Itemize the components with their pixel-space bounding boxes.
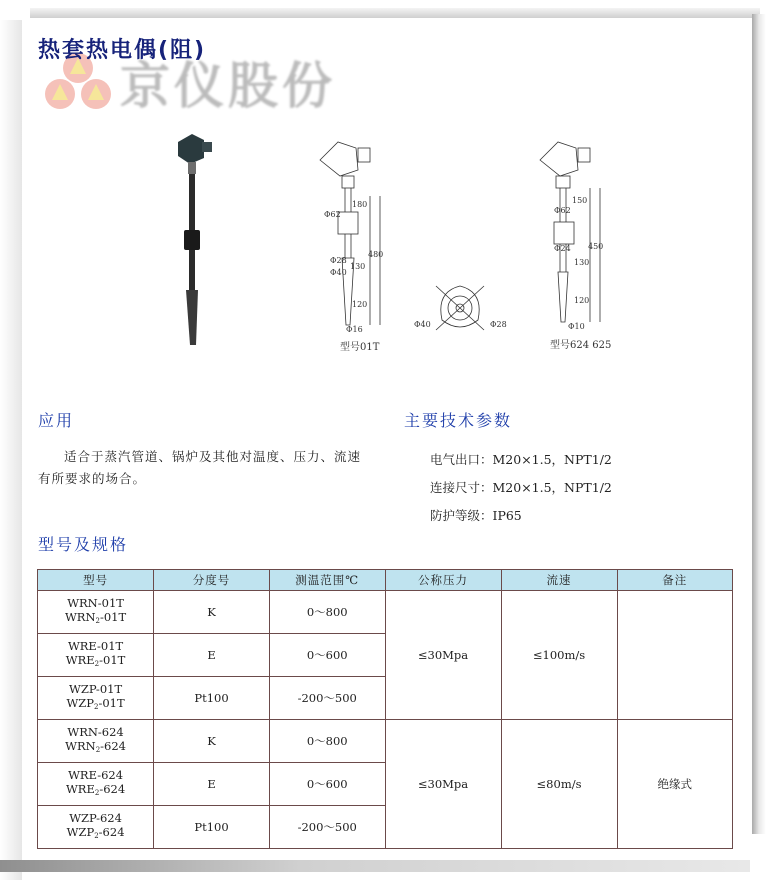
cell-model: WRE-01T $WRE_2-01T$ (38, 634, 154, 677)
dim-d10: Φ10 (568, 322, 585, 331)
cell-range: 0～600 (269, 634, 385, 677)
param-protection-rating: 防护等级：IP65 (430, 508, 522, 523)
drawing-section-view (432, 282, 488, 334)
cell-range: 0～800 (269, 720, 385, 763)
cell-range: 0～800 (269, 591, 385, 634)
cell-model: WZP-01T $WZP_2-01T$ (38, 677, 154, 720)
dim-d40: Φ40 (330, 268, 347, 277)
tech-params-list (430, 446, 612, 530)
dim-480: 480 (368, 250, 384, 259)
table-row (38, 591, 733, 634)
cell-model: WRN-624 $WRN_2-624$ (38, 720, 154, 763)
application-text: 适合于蒸汽管道、锅炉及其他对温度、压力、流速有所要求的场合。 (38, 449, 362, 486)
dim-120: 120 (352, 300, 368, 309)
col-range: 测温范围℃ (269, 570, 385, 591)
col-flow: 流速 (501, 570, 617, 591)
cell-graduation: Pt100 (154, 806, 270, 849)
dim-180: 180 (352, 200, 368, 209)
product-photo (170, 130, 230, 350)
page-shadow-left (0, 20, 22, 880)
cell-graduation: K (154, 591, 270, 634)
page-shadow-right (752, 14, 766, 834)
col-graduation: 分度号 (154, 570, 270, 591)
dim-130: 130 (350, 262, 366, 271)
dim-d62: Φ62 (324, 210, 341, 219)
cell-graduation: E (154, 634, 270, 677)
cell-graduation: Pt100 (154, 677, 270, 720)
cell-model: WRN-01T $WRN_2-01T$ (38, 591, 154, 634)
col-note: 备注 (617, 570, 732, 591)
dim-624-120: 120 (574, 296, 590, 305)
page-shadow-bottom (0, 860, 750, 872)
cell-flow: ≤100m/s (501, 591, 617, 720)
dim-section-d40: Φ40 (414, 320, 431, 329)
dim-624-d62: Φ62 (554, 206, 571, 215)
dim-d16: Φ16 (346, 325, 363, 334)
cell-pressure: ≤30Mpa (385, 591, 501, 720)
tech-params-heading: 主要技术参数 (404, 411, 513, 430)
col-model: 型号 (38, 570, 154, 591)
cell-graduation: K (154, 720, 270, 763)
caption-01t: 型号01T (340, 342, 380, 353)
dim-d24: Φ24 (554, 244, 571, 253)
dim-450: 450 (588, 242, 604, 251)
cell-range: 0～600 (269, 763, 385, 806)
cell-note: 绝缘式 (617, 720, 732, 849)
cell-range: -200～500 (269, 677, 385, 720)
caption-624: 型号624 625 (550, 340, 612, 351)
cell-note (617, 591, 732, 720)
cell-model: WRE-624 $WRE_2-624$ (38, 763, 154, 806)
drawing-624 (538, 130, 614, 338)
dim-d28: Φ28 (330, 256, 347, 265)
cell-graduation: E (154, 763, 270, 806)
cell-pressure: ≤30Mpa (385, 720, 501, 849)
param-electrical-outlet: 电气出口：M20×1.5，NPT1/2 (430, 452, 612, 467)
cell-range: -200～500 (269, 806, 385, 849)
dim-150: 150 (572, 196, 588, 205)
watermark-text: 京仪股份 (120, 57, 336, 115)
dim-624-130: 130 (574, 258, 590, 267)
page-title: 热套热电偶(阻) (38, 38, 207, 63)
application-heading: 应用 (38, 411, 75, 430)
table-header-row (38, 570, 733, 591)
param-connection-size: 连接尺寸：M20×1.5，NPT1/2 (430, 480, 612, 495)
spec-table (37, 569, 733, 849)
spec-heading: 型号及规格 (38, 535, 129, 554)
cell-flow: ≤80m/s (501, 720, 617, 849)
dim-section-d28: Φ28 (490, 320, 507, 329)
col-pressure: 公称压力 (385, 570, 501, 591)
table-row (38, 720, 733, 763)
cell-model: WZP-624 $WZP_2-624$ (38, 806, 154, 849)
